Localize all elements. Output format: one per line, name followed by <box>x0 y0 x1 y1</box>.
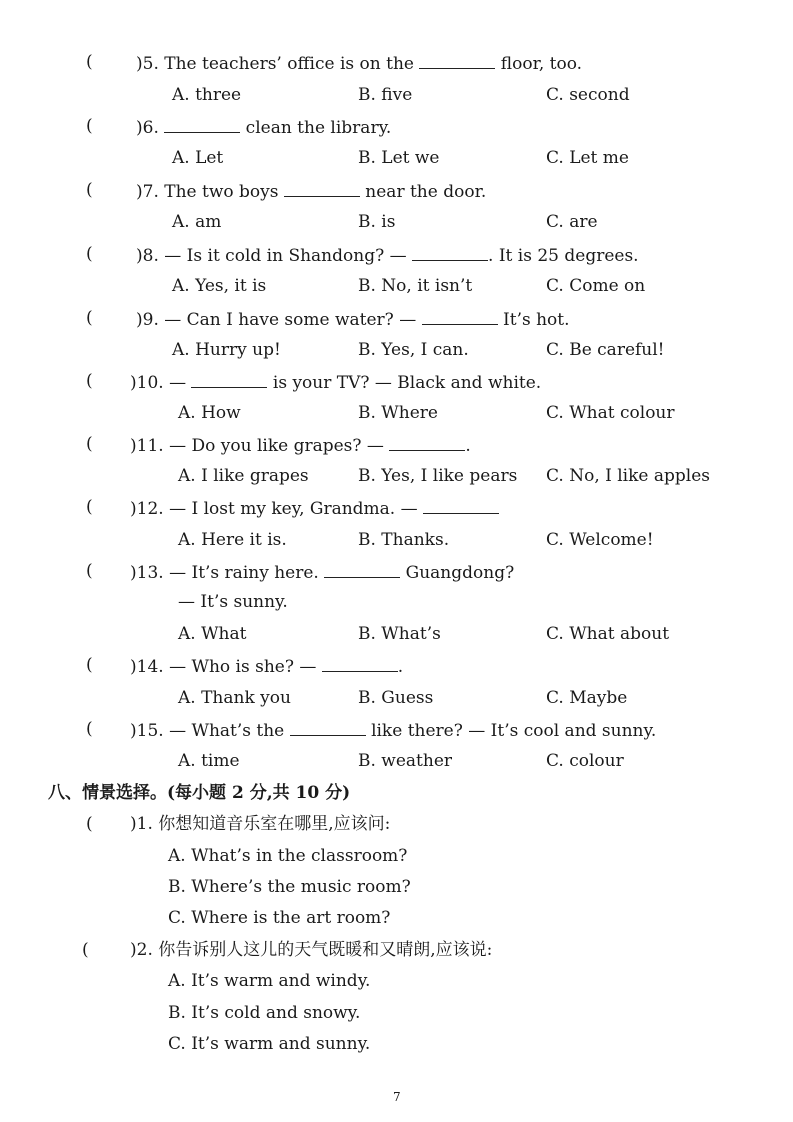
answer-paren: ( <box>86 244 93 264</box>
option-b: B. It’s cold and snowy. <box>168 1003 361 1023</box>
answer-blank <box>324 561 400 578</box>
option-c: C. colour <box>546 751 624 771</box>
option-b: B. five <box>358 85 413 105</box>
answer-blank <box>423 497 499 514</box>
option-b: B. is <box>358 212 396 232</box>
option-b: B. Yes, I can. <box>358 340 469 360</box>
option-a: A. Hurry up! <box>172 340 281 360</box>
answer-paren: ( <box>86 497 93 517</box>
option-c: C. Maybe <box>546 688 628 708</box>
answer-blank <box>389 434 465 451</box>
option-c: C. Be careful! <box>546 340 665 360</box>
question-9: )9. — Can I have some water? — It’s hot. <box>136 310 570 330</box>
option-c: C. Welcome! <box>546 530 654 550</box>
answer-paren: ( <box>86 180 93 200</box>
option-b: B. Let we <box>358 148 440 168</box>
option-b: B. What’s <box>358 624 441 644</box>
option-c: C. Come on <box>546 276 646 296</box>
option-a: A. What <box>178 624 247 644</box>
option-a: A. Yes, it is <box>172 276 267 296</box>
page-number: 7 <box>393 1090 401 1104</box>
answer-paren: ( <box>86 655 93 675</box>
answer-paren: ( <box>82 940 89 960</box>
option-c: C. are <box>546 212 598 232</box>
question-15: )15. — What’s the like there? — It’s cool and sunny. <box>130 721 657 741</box>
option-c: C. Let me <box>546 148 629 168</box>
question-14: )14. — Who is she? — . <box>130 657 404 677</box>
answer-blank <box>419 52 495 69</box>
answer-blank <box>422 308 498 325</box>
option-b: B. Guess <box>358 688 434 708</box>
question-13: )13. — It’s rainy here. Guangdong? <box>130 563 515 583</box>
option-c: C. second <box>546 85 630 105</box>
option-b: B. Where’s the music room? <box>168 877 411 897</box>
option-a: A. three <box>172 85 242 105</box>
option-c: C. Where is the art room? <box>168 908 391 928</box>
question-10: )10. — is your TV? — Black and white. <box>130 373 542 393</box>
question-12: )12. — I lost my key, Grandma. — <box>130 497 499 519</box>
situational-question-1: )1. 你想知道音乐室在哪里,应该问: <box>130 814 391 834</box>
option-b: B. Where <box>358 403 438 423</box>
option-a: A. time <box>178 751 240 771</box>
option-a: A. Thank you <box>178 688 291 708</box>
situational-question-2: )2. 你告诉别人这儿的天气既暖和又晴朗,应该说: <box>130 940 493 960</box>
option-b: B. weather <box>358 751 453 771</box>
answer-paren: ( <box>86 52 93 72</box>
question-13-response: — It’s sunny. <box>178 592 288 612</box>
question-8: )8. — Is it cold in Shandong? — . It is 25 degrees. <box>136 246 639 266</box>
answer-paren: ( <box>86 719 93 739</box>
question-7: )7. The two boys near the door. <box>136 182 487 202</box>
option-b: B. Thanks. <box>358 530 450 550</box>
answer-paren: ( <box>86 308 93 328</box>
option-a: A. It’s warm and windy. <box>168 971 371 991</box>
answer-blank <box>290 719 366 736</box>
option-a: A. Let <box>172 148 224 168</box>
option-a: A. am <box>172 212 222 232</box>
option-c: C. It’s warm and sunny. <box>168 1034 371 1054</box>
option-b: B. No, it isn’t <box>358 276 473 296</box>
option-a: A. I like grapes <box>178 466 309 486</box>
option-a: A. What’s in the classroom? <box>168 846 408 866</box>
answer-paren: ( <box>86 561 93 581</box>
question-6: )6. clean the library. <box>136 118 392 138</box>
answer-paren: ( <box>86 434 93 454</box>
answer-blank <box>191 371 267 388</box>
option-a: A. Here it is. <box>178 530 287 550</box>
option-c: C. What about <box>546 624 670 644</box>
option-a: A. How <box>178 403 241 423</box>
option-c: C. No, I like apples <box>546 466 711 486</box>
question-5: )5. The teachers’ office is on the floor, too. <box>136 54 583 74</box>
answer-paren: ( <box>86 371 93 391</box>
answer-paren: ( <box>86 116 93 136</box>
answer-blank <box>284 180 360 197</box>
answer-blank <box>164 116 240 133</box>
option-b: B. Yes, I like pears <box>358 466 518 486</box>
option-c: C. What colour <box>546 403 675 423</box>
answer-paren: ( <box>86 814 93 834</box>
section-8-heading: 八、情景选择。(每小题 2 分,共 10 分) <box>48 783 351 803</box>
answer-blank <box>412 244 488 261</box>
question-11: )11. — Do you like grapes? — . <box>130 436 471 456</box>
answer-blank <box>322 655 398 672</box>
